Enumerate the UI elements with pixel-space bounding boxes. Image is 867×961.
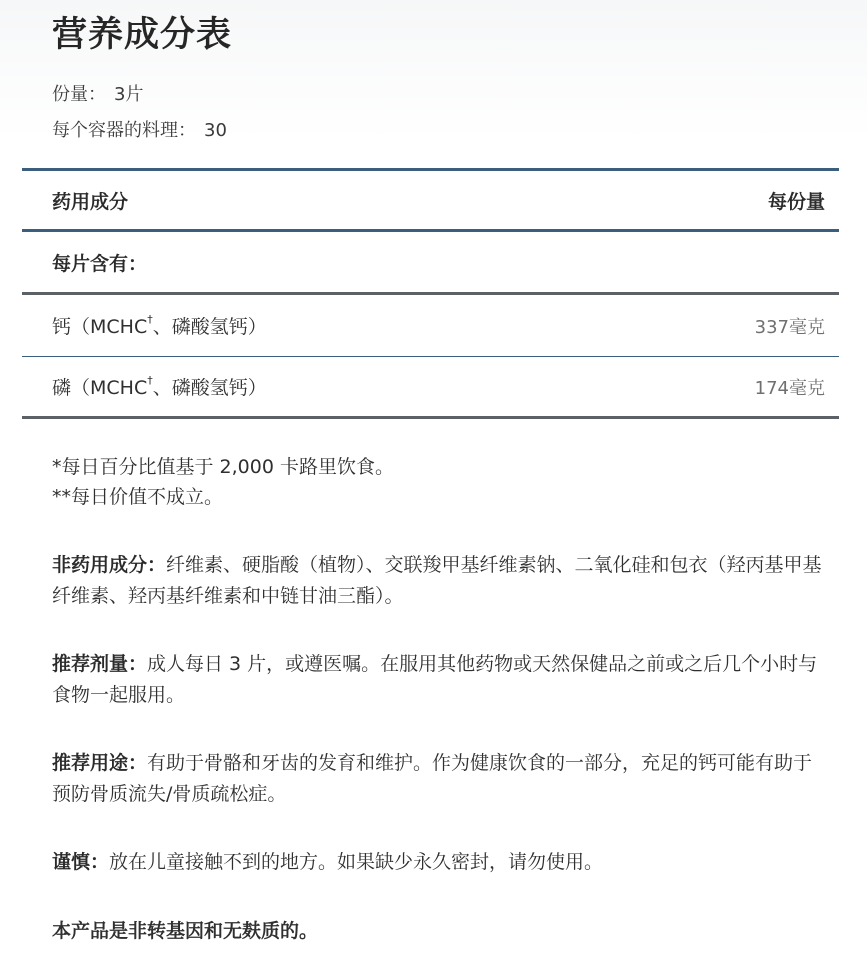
caution-label: 谨慎： [52, 851, 110, 873]
ingredient-name-prefix: 磷（MCHC [52, 377, 148, 399]
gmo-statement: 本产品是非转基因和无麸质的。 [52, 920, 319, 942]
subheader-text: 每片含有： [52, 252, 148, 275]
table-row [22, 357, 839, 419]
table-header [22, 168, 839, 232]
header-ingredient: 药用成分 [52, 190, 129, 213]
dagger-mark: † [147, 312, 153, 326]
servings-per-container-label: 每个容器的料理： [52, 120, 196, 141]
recommended-dose-text: 成人每日 3 片，或遵医嘱。在服用其他药物或天然保健品之前或之后几个小时与食物一起服用。 [52, 653, 818, 706]
servings-per-container [52, 119, 227, 143]
caution [52, 847, 822, 878]
recommended-use-text: 有助于骨骼和牙齿的发育和维护。作为健康饮食的一部分，充足的钙可能有助于预防骨质流失/骨质疏松症。 [52, 752, 813, 805]
inactive-ingredients-text: 纤维素、硬脂酸（植物）、交联羧甲基纤维素钠、二氧化硅和包衣（羟丙基甲基纤维素、羟丙基纤维素和中链甘油三酯）。 [52, 554, 822, 607]
ingredient-name [52, 312, 267, 339]
ingredient-name-suffix: 、磷酸氢钙） [152, 316, 267, 338]
page-title: 营养成分表 [52, 15, 233, 55]
table-row [22, 295, 839, 357]
footnotes [52, 452, 822, 512]
inactive-ingredients-label: 非药用成分： [52, 554, 167, 576]
recommended-dose-label: 推荐剂量： [52, 653, 148, 675]
serving-size-label: 份量： [52, 84, 106, 105]
ingredient-name-suffix: 、磷酸氢钙） [152, 377, 267, 399]
recommended-dose [52, 649, 822, 711]
ingredients-table [22, 168, 839, 419]
dagger-mark: † [147, 373, 153, 387]
ingredient-name [52, 373, 267, 400]
ingredient-amount: 174毫克 [754, 377, 825, 399]
ingredient-amount: 337毫克 [754, 316, 825, 338]
caution-text: 放在儿童接触不到的地方。如果缺少永久密封，请勿使用。 [109, 851, 604, 873]
table-subheader [22, 232, 839, 295]
recommended-use-label: 推荐用途： [52, 752, 148, 774]
header-amount: 每份量 [767, 190, 825, 213]
inactive-ingredients [52, 550, 822, 612]
footnote-daily-value: **每日价值不成立。 [52, 486, 224, 508]
servings-per-container-value: 30 [204, 120, 227, 141]
recommended-use [52, 748, 822, 810]
ingredient-name-prefix: 钙（MCHC [52, 316, 148, 338]
serving-size [52, 83, 143, 107]
serving-size-value: 3片 [114, 84, 144, 105]
footnote-daily-percent: *每日百分比值基于 2,000 卡路里饮食。 [52, 456, 394, 478]
